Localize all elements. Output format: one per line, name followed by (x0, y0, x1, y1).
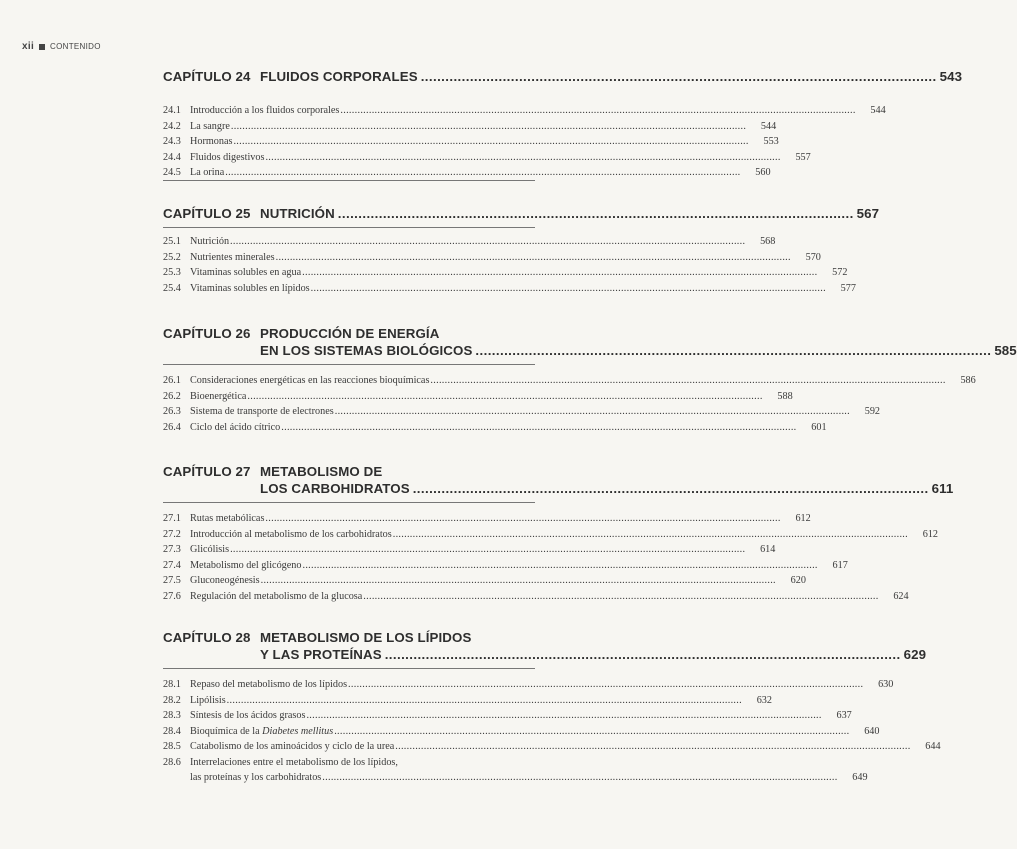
chapter-number: CAPÍTULO 24 (163, 69, 251, 84)
chapter-number: CAPÍTULO 28 (163, 630, 251, 645)
dot-leader (335, 404, 850, 420)
section-title: Ciclo del ácido cítrico (190, 421, 281, 433)
section-title: Repaso del metabolismo de los lípidos (190, 679, 348, 690)
section-number: 28.4 (163, 725, 181, 737)
dot-leader (340, 103, 855, 119)
section-page: 630 (878, 679, 894, 690)
dot-leader (395, 739, 910, 755)
section-page: 620 (790, 575, 806, 586)
dot-leader (348, 677, 863, 693)
section-title: Catabolismo de los aminoácidos y ciclo de la urea (190, 741, 395, 752)
chapter-page: 543 (939, 69, 963, 84)
section-number: 24.2 (163, 120, 181, 132)
section-page: 560 (755, 167, 771, 178)
section-page: 624 (893, 590, 909, 602)
section-page: 588 (777, 390, 793, 402)
dot-leader (230, 542, 745, 558)
section-page: 601 (811, 421, 827, 433)
toc-entry[interactable] (163, 708, 852, 724)
section-title: Fluidos digestivos (190, 151, 265, 163)
section-title: Gluconeogénesis (190, 575, 260, 586)
dot-leader (302, 265, 817, 281)
section-number: 27.2 (163, 528, 181, 540)
chapter-number: CAPÍTULO 25 (163, 206, 251, 221)
section-number: 27.5 (163, 575, 181, 586)
section-page: 592 (864, 406, 881, 417)
dot-leader (247, 389, 762, 405)
toc-entry[interactable] (163, 281, 856, 297)
section-number: 25.3 (163, 267, 181, 278)
toc-entry[interactable] (163, 265, 848, 281)
dot-leader (302, 558, 817, 574)
dot-leader (334, 724, 849, 740)
section-title: Lipólisis (190, 694, 226, 706)
section-title (190, 724, 333, 740)
section-title: Regulación del metabolismo de la glucosa (190, 590, 363, 602)
chapter-title-line-2: EN LOS SISTEMAS BIOLÓGICOS (260, 343, 473, 358)
section-title-italic: Diabetes mellitus (262, 725, 334, 737)
toc-entry[interactable] (163, 165, 771, 181)
dot-leader (231, 119, 746, 135)
square-bullet-icon (39, 44, 45, 50)
section-number: 28.5 (163, 741, 181, 752)
section-title: Vitaminas solubles en lípidos (190, 282, 310, 294)
toc-entry[interactable] (163, 755, 868, 786)
section-page: 632 (756, 694, 772, 706)
section-title: Bioenergética (190, 390, 247, 402)
section-title: Vitaminas solubles en agua (190, 267, 302, 278)
chapter-25 (163, 205, 880, 296)
dot-leader (363, 589, 878, 605)
section-number: 24.1 (163, 105, 181, 116)
section-number: 27.4 (163, 559, 181, 571)
toc-entry[interactable] (163, 558, 848, 574)
divider (163, 364, 535, 365)
section-page: 553 (763, 136, 779, 147)
section-title: Nutrientes minerales (190, 251, 275, 263)
section-number: 27.1 (163, 513, 181, 524)
chapter-heading (163, 325, 1017, 359)
section-page: 544 (870, 105, 886, 116)
section-title: Interrelaciones entre el metabolismo de los lípidos, (190, 756, 398, 768)
section-page: 612 (795, 513, 811, 524)
section-title: Introducción a los fluidos corporales (190, 105, 340, 116)
running-head (22, 41, 101, 52)
section-number: 24.5 (163, 167, 181, 178)
chapter-28 (163, 629, 941, 786)
dot-leader (421, 68, 937, 85)
section-page: 568 (760, 236, 776, 247)
section-page: 577 (840, 282, 856, 294)
toc-entry[interactable] (163, 404, 881, 420)
section-title-continued: las proteínas y los carbohidratos (190, 772, 322, 783)
divider (163, 180, 535, 181)
chapter-title-line-2: Y LAS PROTEÍNAS (260, 647, 382, 662)
section-number: 24.3 (163, 136, 181, 147)
chapter-number: CAPÍTULO 27 (163, 464, 251, 479)
section-title: Consideraciones energéticas en las reacciones bioquímicas (190, 375, 430, 386)
section-number: 25.4 (163, 282, 181, 294)
dot-leader (393, 527, 908, 543)
divider (163, 227, 535, 228)
chapter-26 (163, 325, 1017, 435)
section-number: 28.2 (163, 694, 181, 706)
toc-entry[interactable] (163, 542, 776, 558)
section-number: 26.3 (163, 406, 181, 417)
section-page: 572 (832, 267, 848, 278)
dot-leader (338, 205, 854, 222)
section-title: Rutas metabólicas (190, 513, 265, 524)
section-number: 27.6 (163, 590, 181, 602)
toc-entry[interactable] (163, 677, 894, 693)
toc-entry[interactable] (163, 511, 811, 527)
section-title: Hormonas (190, 136, 233, 147)
section-title: Sistema de transporte de electrones (190, 406, 334, 417)
chapter-heading (163, 68, 963, 85)
divider (163, 502, 535, 503)
toc-entry[interactable] (163, 373, 976, 389)
dot-leader (233, 134, 748, 150)
section-page: 570 (805, 251, 821, 263)
section-page: 544 (760, 120, 777, 132)
section-page: 586 (960, 375, 976, 386)
dot-leader (413, 480, 929, 497)
running-head-section: CONTENIDO (50, 42, 101, 51)
toc-entry[interactable] (163, 134, 779, 150)
section-number: 28.3 (163, 710, 181, 721)
section-page: 637 (836, 710, 852, 721)
dot-leader (261, 573, 776, 589)
chapter-page: 611 (931, 481, 954, 496)
chapter-number: CAPÍTULO 26 (163, 326, 251, 341)
chapter-page: 585 (994, 343, 1017, 358)
dot-leader (276, 250, 791, 266)
section-number: 27.3 (163, 544, 181, 555)
page-number: xii (22, 41, 35, 52)
chapter-heading (163, 629, 927, 663)
dot-leader (230, 234, 745, 250)
dot-leader (225, 165, 740, 181)
section-number: 26.2 (163, 390, 181, 402)
dot-leader (265, 150, 780, 166)
toc-entry[interactable] (163, 527, 939, 543)
section-title-prefix: Bioquímica de la (190, 725, 263, 737)
section-title: Introducción al metabolismo de los carbohidratos (190, 528, 392, 540)
dot-leader (306, 708, 821, 724)
section-number: 25.1 (163, 236, 181, 247)
chapter-heading (163, 463, 954, 497)
section-title: Glicólisis (190, 544, 230, 555)
section-page: 649 (852, 772, 868, 783)
chapter-title-line-1: PRODUCCIÓN DE ENERGÍA (260, 326, 440, 341)
section-page: 614 (760, 544, 776, 555)
chapter-page: 567 (856, 206, 880, 221)
toc-entry[interactable] (163, 250, 821, 266)
section-number: 28.6 (163, 756, 181, 768)
chapter-title: NUTRICIÓN (260, 206, 335, 221)
toc-entry[interactable] (163, 739, 941, 755)
chapter-24 (163, 68, 963, 181)
section-page: 612 (922, 528, 939, 540)
chapter-heading (163, 205, 880, 222)
toc-entry[interactable] (163, 150, 811, 166)
chapter-27 (163, 463, 954, 604)
toc-entry[interactable] (163, 693, 772, 709)
section-number: 28.1 (163, 679, 181, 690)
dot-leader (311, 281, 826, 297)
section-number: 25.2 (163, 251, 181, 263)
dot-leader (430, 373, 945, 389)
dot-leader (475, 342, 991, 359)
section-number: 26.1 (163, 375, 181, 386)
section-page: 557 (795, 151, 811, 163)
toc-entry[interactable] (163, 234, 776, 250)
chapter-title-line-1: METABOLISMO DE (260, 464, 383, 479)
section-title: La sangre (190, 120, 230, 132)
chapter-page: 629 (903, 647, 927, 662)
section-page: 617 (832, 559, 848, 571)
section-page: 640 (864, 725, 880, 737)
toc-entry[interactable] (163, 589, 909, 605)
toc-entry[interactable] (163, 573, 806, 589)
section-page: 644 (925, 741, 941, 752)
toc-entry[interactable] (163, 724, 880, 740)
toc-entry[interactable] (163, 389, 793, 405)
section-title: La orina (190, 167, 225, 178)
dot-leader (385, 646, 901, 663)
chapter-title: FLUIDOS CORPORALES (260, 69, 418, 84)
section-number: 24.4 (163, 151, 181, 163)
divider (163, 668, 535, 669)
chapter-title-line-1: METABOLISMO DE LOS LÍPIDOS (260, 630, 472, 645)
chapter-title-line-2: LOS CARBOHIDRATOS (260, 481, 410, 496)
toc-entry[interactable] (163, 420, 827, 436)
dot-leader (281, 420, 796, 436)
dot-leader (322, 770, 837, 786)
dot-leader (265, 511, 780, 527)
toc-entry[interactable] (163, 119, 777, 135)
section-title: Metabolismo del glicógeno (190, 559, 302, 571)
section-title: Síntesis de los ácidos grasos (190, 710, 306, 721)
dot-leader (227, 693, 742, 709)
section-title: Nutrición (190, 236, 230, 247)
section-number: 26.4 (163, 421, 181, 433)
toc-entry[interactable] (163, 103, 886, 119)
